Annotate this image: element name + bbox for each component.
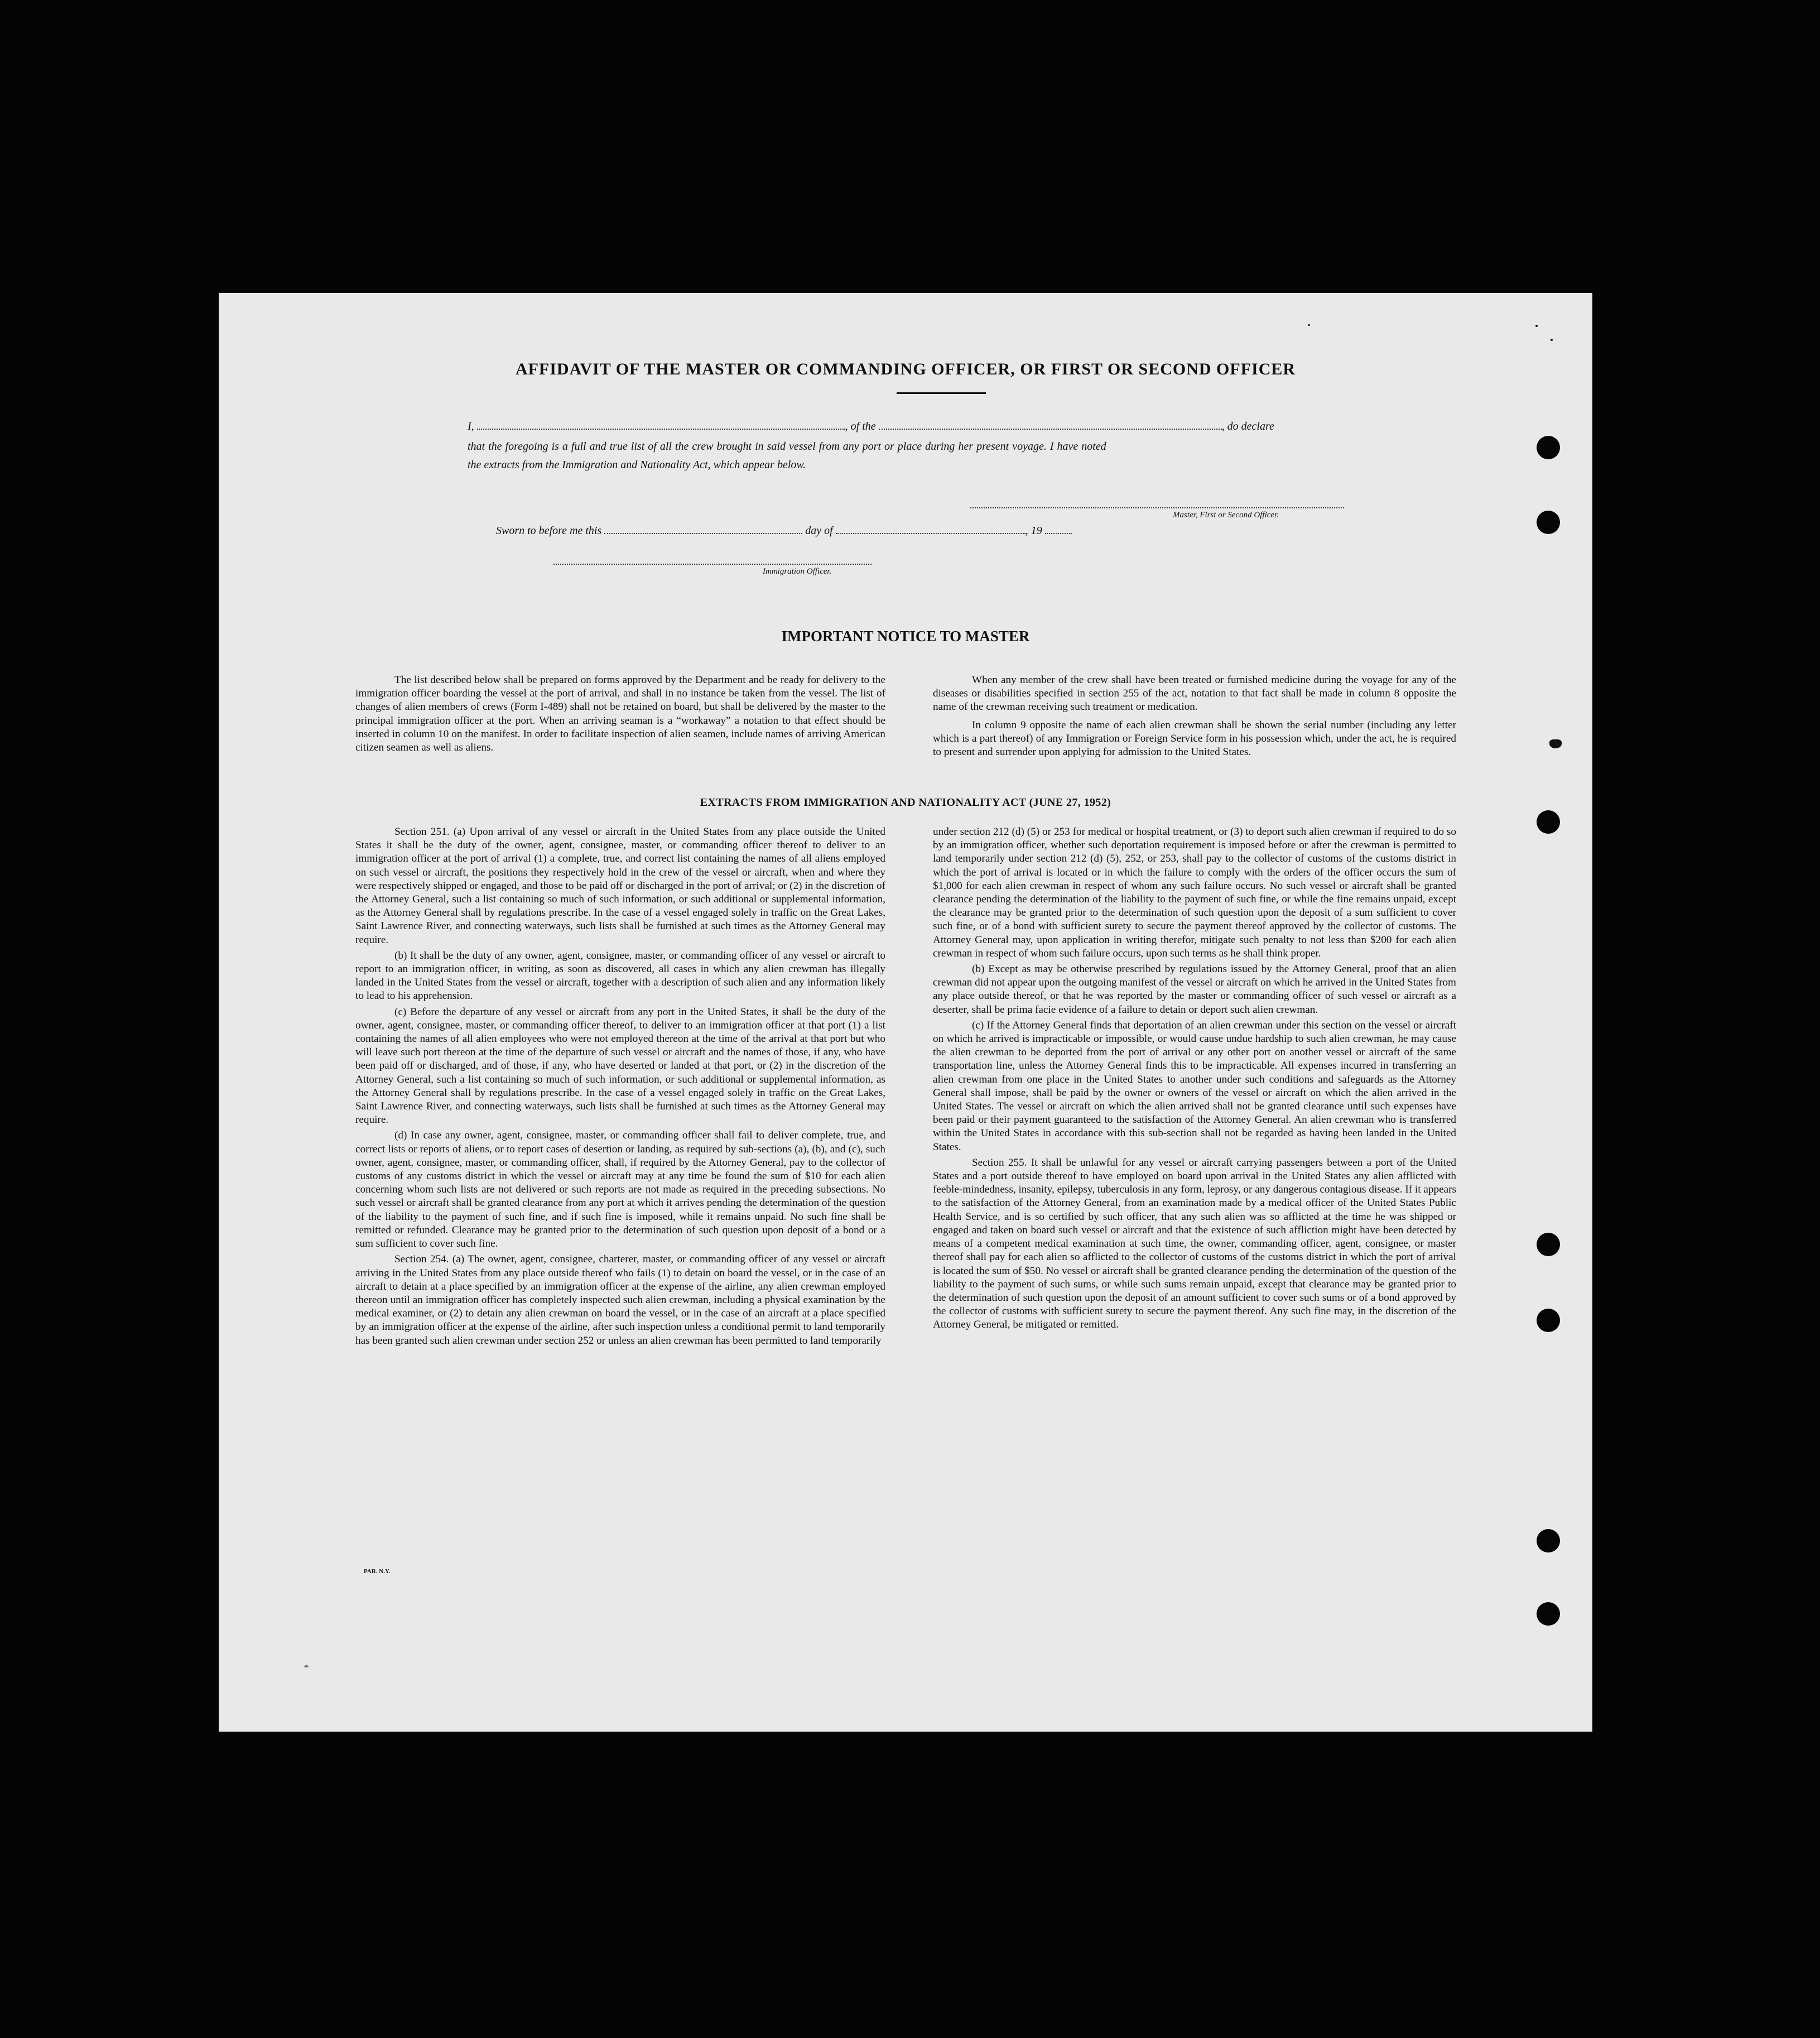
notice-left-column [355,674,885,757]
affidavit-of-the: , of the [845,420,876,432]
extract-paragraph: Section 255. It shall be unlawful for any vessel or aircraft carrying passengers between a port of the United States and a port outside thereof to have employed on board upon arrival in the United States any alien afflicted with feeble-mindedness, insanity, epilepsy, tuberculosis in any form, leprosy, or any dangerous contagious disease. If it appears to the satisfaction of the Attorney General, from an examination made by a medical officer of the United States Public Health Service, and is so certified by such officer, that any such alien was so afflicted at the time he was shipped or engaged and taken on board such vessel or aircraft and that the existence of such affliction might have been detected by means of a competent medical examination at such time, the owner, commanding officer, agent, consignee, or master thereof shall pay for each alien so afflicted to the collector of customs of the customs district in which the port of arrival is located the sum of $50. No vessel or aircraft shall be granted clearance pending the determination of the question of the liability to the payment of such sums, or while such sums remain unpaid, except that clearance may be granted prior to the determination of such question upon the deposit of an amount sufficient to cover such sums or of a bond approved by the collector of customs with sufficient surety to secure the payment thereof. Any such fine may, in the discretion of the Attorney General, be mitigated or remitted. [933,1156,1456,1331]
extracts-left-column [355,825,885,1350]
day-of-label: day of [805,525,833,537]
notice-paragraph: When any member of the crew shall have been treated or furnished medicine during the voyage for any of the diseases or disabilities specified in section 255 of the act, notation to that fact shall be made in column 8 opposite the name of the crewman receiving such treatment or medication. [933,674,1456,713]
month-blank[interactable] [836,532,1025,534]
extract-paragraph: Section 251. (a) Upon arrival of any vessel or aircraft in the United States from any place outside the United States it shall be the duty of the owner, agent, consignee, master, or commanding officer thereof to deliver to an immigration officer at the port of arrival (1) a complete, true, and correct list containing the names of all aliens employed on such vessel or aircraft, the positions they respectively hold in the crew of the vessel or aircraft, when and where they were respectively shipped or engaged, and those to be paid off or discharged in the port of arrival; or (2) in the discretion of the Attorney General, such a list containing so much of such information, or such additional or supplemental information, as the Attorney General shall by regulations prescribe. In the case of a vessel engaged solely in traffic on the Great Lakes, Saint Lawrence River, and connecting waterways, such lists shall be furnished at such times as the Attorney General may require. [355,826,885,946]
punch-hole [1537,1309,1560,1332]
punch-hole [1537,436,1560,459]
extract-paragraph: (b) Except as may be otherwise prescribed by regulations issued by the Attorney General, proof that an alien crewman did not appear upon the outgoing manifest of the vessel or aircraft on which he arrived in the United States from any place outside thereof, or that he was reported by the master or commanding officer of such vessel or aircraft as a deserter, shall be prima facie evidence of a failure to detain or deport such alien crewman. [933,963,1456,1016]
punch-hole [1537,810,1560,834]
sworn-line [496,525,1072,537]
notice-right-column [933,674,1456,761]
year-blank[interactable] [1045,532,1072,534]
scan-speck [1308,324,1310,326]
extract-paragraph: (c) Before the departure of any vessel or aircraft from any port in the United States, it shall be the duty of the owner, agent, consignee, master, or commanding officer thereof, to deliver to an immigration officer at that port (1) a list containing the names of all alien employees who were not employed thereon at the time of the arrival at that port but who will leave such port thereon at the time of the departure of such vessel or aircraft and the names of those, if any, who have been paid off or discharged, and of those, if any, who have deserted or landed at that port, or (2) in the discretion of the Attorney General, such a list containing so much of such information, or such additional or supplemental information, as the Attorney General shall by regulations prescribe. In the case of a vessel engaged solely in traffic on the Great Lakes, Saint Lawrence River, and connecting waterways, such lists shall be furnished at such times as the Attorney General may require. [355,1006,885,1126]
punch-hole [1537,1233,1560,1256]
extract-paragraph: under section 212 (d) (5) or 253 for medical or hospital treatment, or (3) to deport such alien crewman if required to do so by an immigration officer, whether such deportation requirement is imposed before or after the crewman is permitted to land temporarily under section 212 (d) (5), 252, or 253, shall pay to the collector of customs of the customs district in which the port of arrival is located or in which the failure to comply with the orders of the officer occurs the sum of $1,000 for each alien crewman in respect of whom any such failure occurs. No such vessel or aircraft shall be granted clearance pending the determination of the liability to the payment of such fine, or while the fine remains unpaid, except the clearance may be granted prior to the determination of such question upon the deposit of a sum sufficient to cover such fine, or of a bond with sufficient surety to secure the payment thereof approved by the collector of customs. The Attorney General may, upon application in writing therefor, mitigate such penalty to not less than $200 for each alien crewman in respect of whom such failure occurs, upon such terms as he shall think proper. [933,826,1456,959]
extracts-right-column [933,825,1456,1334]
scan-speck [1535,325,1538,327]
punch-hole [1537,511,1560,534]
punch-hole [1537,1602,1560,1626]
extracts-title: EXTRACTS FROM IMMIGRATION AND NATIONALITY ACT (JUNE 27, 1952) [700,796,1111,809]
scan-speck [1551,339,1553,341]
extract-paragraph: Section 254. (a) The owner, agent, consignee, charterer, master, or commanding officer of any vessel or aircraft arriving in the United States from any place outside thereof who fails (1) to detain on board the vessel, or in the case of an aircraft to detain at a place specified by an immigration officer at the expense of the airline, any alien crewman employed thereon until an immigration officer has completely inspected such alien crewman, including a physical examination by the medical examiner, or (2) to detain any alien crewman on board the vessel, or in the case of an aircraft at a place specified by an immigration officer at the expense of the airline, after such inspection unless a conditional permit to land temporarily has been granted such alien crewman under section 252 or unless an alien crewman has been permitted to land temporarily [355,1253,885,1347]
title-rule [897,392,986,394]
affidavit-line-1 [468,420,1274,433]
scan-speck [1549,739,1562,748]
punch-hole [1537,1529,1560,1552]
vessel-blank[interactable] [879,428,1222,430]
affidavit-i: I, [468,420,474,432]
affidavit-line-3: the extracts from the Immigration and Nationality Act, which appear below. [468,459,806,471]
affidavit-title: AFFIDAVIT OF THE MASTER OR COMMANDING OFFICER, OR FIRST OR SECOND OFFICER [515,360,1296,378]
extract-paragraph: (b) It shall be the duty of any owner, agent, consignee, master, or commanding officer of any vessel or aircraft to report to an immigration officer, in writing, as soon as discovered, all cases in which any alien crewman has illegally landed in the United States from the vessel or aircraft, together with a description of such alien and any information likely to lead to his apprehension. [355,949,885,1002]
master-signature-line[interactable] [970,507,1344,508]
affidavit-line-2: that the foregoing is a full and true list of all the crew brought in said vessel from any port or place during her present voyage. I have noted [468,440,1106,453]
scan-speck [304,1665,309,1667]
notice-paragraph: The list described below shall be prepared on forms approved by the Department and be ready for delivery to the immigration officer boarding the vessel at the port of arrival, and shall in no instance be taken from the vessel. The list of changes of alien members of crews (Form I-489) shall not be retained on board, but shall be delivered by the master to the principal immigration officer at the port. When an arriving seaman is a “workaway” a notation to that effect should be inserted in column 10 on the manifest. In order to facilitate inspection of alien seamen, include names of arriving American citizen seamen as well as aliens. [355,674,885,754]
name-blank[interactable] [477,428,845,430]
sworn-day-blank[interactable] [604,532,802,534]
affidavit-do-declare: , do declare [1221,420,1274,432]
extract-paragraph: (d) In case any owner, agent, consignee, master, or commanding officer shall fail to deliver complete, true, and correct lists or reports of aliens, or to report cases of desertion or landing, as required by sub-sections (a), (b), and (c), such owner, agent, consignee, master, or commanding officer, shall, if required by the Attorney General, pay to the collector of customs of any customs district in which the vessel or aircraft may at any time be found the sum of $10 for each alien concerning whom such lists are not delivered or such reports are not made as required in the preceding subsections. No such vessel or aircraft shall be granted clearance from any port at which it arrives pending the determination of the question of the liability to the payment of such fine, and if such fine is imposed, while it remains unpaid. No such fine shall be remitted or refunded. Clearance may be granted prior to the determination of such question upon deposit of a bond or a sum sufficient to cover such fine. [355,1129,885,1250]
sworn-label: Sworn to before me this [496,525,602,537]
notice-title: IMPORTANT NOTICE TO MASTER [781,628,1030,645]
extract-paragraph: (c) If the Attorney General finds that deportation of an alien crewman under this section on the vessel or aircraft on which he arrived is impracticable or impossible, or would cause undue hardship to such alien crewman, he may cause the alien crewman to be deported from the port of arrival or any other port on another vessel or aircraft of the same transportation line, unless the Attorney General finds this to be impracticable. All expenses incurred in transferring an alien crewman from one place in the United States to another under such conditions and safeguards as the Attorney General shall impose, shall be paid by the owner or owners of the vessel or aircraft on which the alien arrived in the United States. The vessel or aircraft on which the alien arrived shall not be granted clearance until such expenses have been paid or their payment guaranteed to the satisfaction of the Attorney General. An alien crewman who is transferred within the United States in accordance with this sub-section shall not be regarded as having been landed in the United States. [933,1019,1456,1153]
notice-paragraph: In column 9 opposite the name of each alien crewman shall be shown the serial number (including any letter which is a part thereof) of any Immigration or Foreign Service form in his possession which, under the act, he is required to present and surrender upon applying for admission to the United States. [933,719,1456,758]
officer-signature-line[interactable] [553,564,872,565]
year-prefix: , 19 [1025,525,1042,537]
printer-mark: PAR. N.Y. [364,1568,391,1575]
master-caption: Master, First or Second Officer. [1173,511,1279,520]
officer-caption: Immigration Officer. [763,567,832,576]
document-page [219,293,1592,1732]
